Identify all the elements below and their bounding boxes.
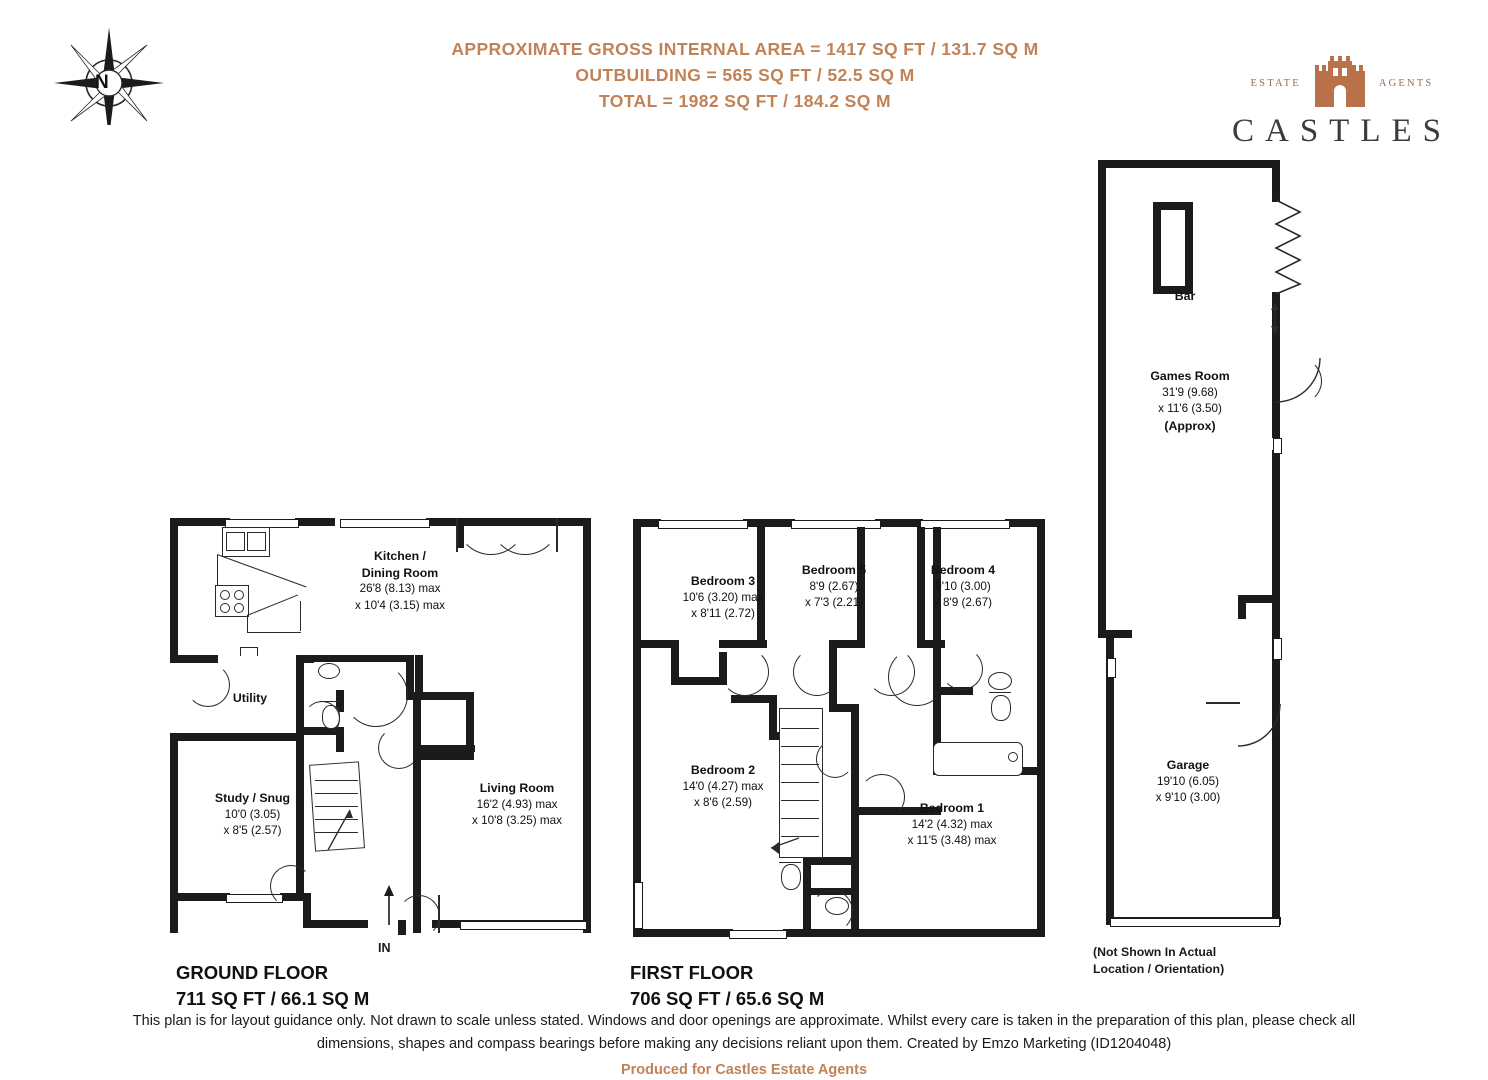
wall — [303, 920, 368, 928]
outbuilding-plan — [1098, 160, 1308, 935]
header-line-3: TOTAL = 1982 SQ FT / 184.2 SQ M — [598, 91, 891, 111]
wall — [1272, 160, 1280, 202]
room-dim-1: 14'2 (4.32) max — [911, 817, 993, 831]
sink-bowl — [226, 532, 245, 551]
compass-rose — [52, 20, 167, 125]
door-arc — [793, 648, 841, 696]
counter-line — [247, 615, 248, 633]
window — [1273, 638, 1282, 660]
wall — [633, 519, 641, 937]
counter-line — [257, 647, 258, 656]
wall — [170, 733, 178, 933]
castle-icon — [1309, 55, 1371, 111]
toilet-cistern — [989, 692, 1011, 693]
room-label-bedroom-1 — [872, 800, 1032, 850]
room-name: Bedroom 3 — [690, 574, 756, 588]
room-name: Bar — [1174, 289, 1196, 303]
first-floor-caption — [630, 960, 824, 1012]
basin-fixture — [318, 663, 340, 679]
door-arc — [270, 865, 312, 907]
wall — [783, 929, 1045, 937]
door-leaf — [456, 518, 458, 552]
header-area — [330, 36, 1160, 114]
wall — [413, 752, 473, 760]
room-dim-1: 31'9 (9.68) — [1162, 385, 1218, 399]
wall — [875, 519, 923, 527]
wall — [1037, 519, 1045, 937]
room-dim-1: 14'0 (4.27) max — [682, 779, 764, 793]
logo-brand-name: CASTLES — [1231, 113, 1453, 149]
ground-floor-title: GROUND FLOOR — [176, 962, 329, 983]
counter-line — [300, 601, 301, 631]
stair-tread — [315, 780, 358, 781]
window — [340, 519, 430, 528]
wall — [420, 745, 475, 752]
window — [1273, 438, 1282, 454]
window — [634, 882, 643, 929]
room-name: Bedroom 1 — [919, 801, 985, 815]
note-line-1: (Not Shown In Actual — [1093, 945, 1217, 959]
room-label-bar — [1130, 288, 1240, 305]
window — [729, 930, 787, 939]
room-dim-2: x 8'5 (2.57) — [223, 824, 282, 837]
room-dim-1: 16'2 (4.93) max — [476, 797, 558, 811]
hob-ring — [234, 590, 244, 600]
wall — [719, 640, 767, 648]
sink-bowl — [247, 532, 266, 551]
door-arc — [344, 663, 408, 727]
room-dim-2: x 7'3 (2.21) — [804, 596, 864, 609]
toilet-fixture — [991, 695, 1011, 721]
window — [658, 520, 748, 529]
wall — [743, 519, 795, 527]
wall — [170, 518, 230, 526]
door-arc — [811, 890, 853, 932]
door-arc — [378, 727, 420, 769]
room-label-bedroom-2 — [648, 762, 798, 812]
room-label-study-snug — [180, 790, 325, 840]
first-floor-area: 706 SQ FT / 65.6 SQ M — [630, 988, 825, 1009]
room-dim-2: x 11'5 (3.48) max — [907, 834, 997, 847]
window — [460, 921, 587, 930]
ground-floor-area: 711 SQ FT / 66.1 SQ M — [176, 988, 370, 1009]
door-leaf — [556, 518, 558, 552]
room-dim-2: x 10'8 (3.25) max — [472, 814, 562, 827]
compass-north-label: N — [95, 72, 109, 93]
door-leaf — [438, 895, 440, 933]
window-zigzag-icon — [1272, 198, 1308, 298]
wall — [170, 518, 178, 663]
wall — [1272, 450, 1280, 640]
room-dim-2: x 10'4 (3.15) max — [355, 598, 445, 612]
stair-direction-arrow — [320, 805, 365, 855]
outbuilding-location-note — [1093, 944, 1293, 978]
garage-door — [1110, 918, 1280, 927]
wall — [295, 518, 335, 526]
footer-disclaimer: This plan is for layout guidance only. Not drawn to scale unless stated. Windows and door openings are approximate. Whilst every care is taken in the preparation of this plan, please check all dimensions, shapes and compass bearings before making any decisions reliant upon them. Created by Emzo Marketing (ID1204048) — [132, 1013, 1356, 1052]
hob-ring — [220, 590, 230, 600]
room-name: Bedroom 2 — [690, 763, 756, 777]
logo-agents-label: AGENTS — [1378, 77, 1434, 89]
wall — [1238, 595, 1280, 603]
basin-fixture — [988, 672, 1012, 690]
footer — [0, 1010, 1488, 1078]
door-swing-icon — [1274, 356, 1322, 404]
footer-produced-for: Produced for Castles Estate Agents — [620, 1062, 868, 1078]
header-line-1: APPROXIMATE GROSS INTERNAL AREA = 1417 SQ FT / 131.7 SQ M — [451, 39, 1039, 59]
room-label-games-room — [1120, 368, 1260, 434]
room-name: Garage — [1166, 758, 1210, 772]
wall — [178, 655, 186, 663]
wall — [170, 893, 230, 901]
room-dim-1: 9'10 (3.00) — [935, 579, 991, 593]
room-name: Bedroom 5 — [801, 563, 867, 577]
room-label-bedroom-4 — [898, 562, 1028, 612]
brand-logo — [1218, 25, 1466, 149]
room-dim-1: 10'0 (3.05) — [224, 807, 281, 821]
stair-tread — [781, 728, 819, 729]
counter-line — [240, 647, 241, 656]
stair-tread — [781, 818, 819, 819]
compass-icon — [52, 20, 167, 125]
room-name: Utility — [232, 691, 268, 705]
wall — [633, 929, 733, 937]
wall — [633, 519, 661, 527]
door-arc — [941, 648, 983, 690]
double-arrow-icon — [1266, 302, 1284, 334]
room-dim-1: 26'8 (8.13) max — [359, 582, 441, 595]
first-floor-title: FIRST FLOOR — [630, 962, 754, 983]
note-line-2: Location / Orientation) — [1093, 962, 1225, 976]
room-dim-2: x 8'9 (2.67) — [933, 596, 993, 609]
room-label-living-room — [427, 780, 607, 830]
wall — [803, 857, 853, 865]
door-arc — [816, 740, 854, 778]
room-name-2: Dining Room — [361, 565, 439, 580]
counter-line — [247, 594, 299, 616]
hob-fixture — [215, 585, 249, 617]
wall — [1153, 202, 1161, 294]
wall — [336, 727, 344, 752]
door-arc — [721, 648, 769, 696]
door-swing-icon — [1236, 702, 1284, 752]
wall — [1098, 630, 1132, 638]
counter-line — [217, 555, 218, 585]
ground-floor-caption — [176, 960, 369, 1012]
door-arc — [490, 485, 560, 555]
room-dim-2: x 11'6 (3.50) — [1158, 402, 1222, 415]
window — [791, 520, 881, 529]
hob-ring — [234, 603, 244, 613]
door-leaf — [1206, 702, 1240, 704]
wall — [1098, 160, 1106, 638]
wall — [1098, 160, 1280, 168]
room-name: Games Room — [1150, 369, 1230, 383]
room-dim-1: 8'9 (2.67) — [809, 579, 859, 593]
header-line-2: OUTBUILDING = 565 SQ FT / 52.5 SQ M — [575, 65, 915, 85]
room-dim-2: x 8'6 (2.59) — [693, 796, 753, 809]
window — [1107, 658, 1116, 678]
room-name: Study / Snug — [214, 791, 291, 805]
logo-estate-label: ESTATE — [1250, 77, 1301, 89]
toilet-fixture — [781, 864, 801, 890]
room-dim-3: (Approx) — [1164, 418, 1216, 433]
window — [171, 658, 179, 660]
wall — [583, 518, 591, 933]
entrance-label: IN — [378, 941, 391, 955]
wall — [731, 695, 776, 703]
wall — [1185, 202, 1193, 294]
hob-ring — [220, 603, 230, 613]
room-label-utility — [190, 690, 310, 707]
stair-tread — [781, 746, 819, 747]
counter-line — [247, 632, 301, 633]
counter-line — [240, 647, 258, 648]
door-arc — [888, 648, 946, 706]
bath-tap — [1008, 752, 1018, 762]
room-label-kitchen-dining — [310, 548, 490, 614]
room-name: Living Room — [479, 781, 555, 795]
room-dim-1: 10'6 (3.20) max — [682, 590, 764, 604]
counter-line — [217, 554, 307, 588]
room-dim-2: x 8'11 (2.72) — [691, 607, 755, 620]
room-name: Bedroom 4 — [930, 563, 996, 577]
room-name: Kitchen / — [374, 549, 426, 563]
bedroom1-detail-arrow — [761, 830, 806, 865]
room-dim-2: x 9'10 (3.00) — [1155, 791, 1221, 804]
room-dim-1: 19'10 (6.05) — [1156, 774, 1219, 788]
room-label-garage — [1118, 757, 1258, 807]
entrance-arrow-icon — [375, 880, 405, 930]
wall — [671, 677, 721, 685]
room-label-bedroom-5 — [775, 562, 893, 612]
wall — [178, 733, 296, 741]
wall — [301, 655, 411, 662]
